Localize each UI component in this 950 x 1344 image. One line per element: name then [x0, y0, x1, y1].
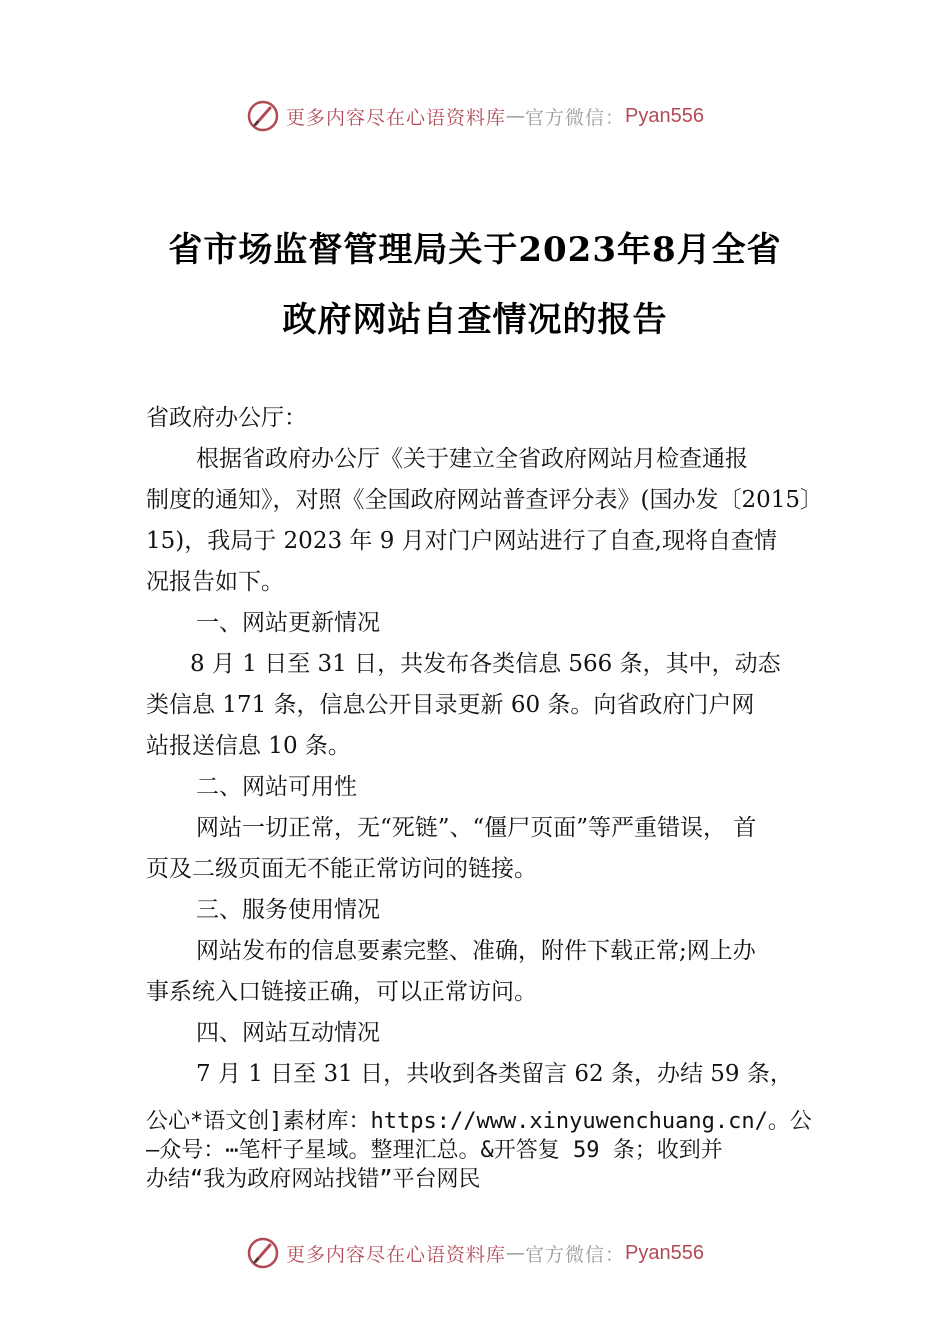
tail-line: 公心*语文创]素材库：https://www.xinyuwenchuang.cn/。公 — [146, 1109, 812, 1134]
document-body — [146, 398, 836, 1095]
paragraph-2-line: 类信息 171 条，信息公开目录更新 60 条。向省政府门户网 — [146, 692, 755, 718]
paragraph-1-line: 况报告如下。 — [146, 569, 284, 595]
section-heading-availability: 二、网站可用性 — [196, 774, 357, 800]
document-tail — [146, 1107, 846, 1194]
document-title-line-2: 政府网站自查情况的报告 — [282, 300, 668, 340]
section-heading-update: 一、网站更新情况 — [196, 610, 380, 636]
banner-separator: — — [506, 1242, 526, 1264]
paragraph-1-line: 根据省政府办公厅《关于建立全省政府网站月检查通报 — [196, 446, 748, 472]
pen-logo-icon — [246, 99, 280, 133]
paragraph-4-line: 事系统入口链接正确，可以正常访问。 — [146, 979, 537, 1005]
banner-wechat-id: Pyan556 — [625, 1241, 704, 1264]
banner-wechat-label: 官方微信： — [525, 106, 626, 129]
pen-logo-icon — [246, 1236, 280, 1270]
paragraph-3-line: 网站一切正常，无“死链”、“僵尸页面”等严重错误， 首 — [196, 815, 757, 841]
document-title-line-1: 省市场监督管理局关于2023年8月全省 — [168, 230, 782, 270]
footer-banner — [0, 1233, 950, 1273]
paragraph-1-line: 制度的通知》，对照《全国政府网站普查评分表》(国办发〔2015〕 — [146, 487, 824, 513]
paragraph-5-line: 7 月 1 日至 31 日，共收到各类留言 62 条，办结 59 条， — [196, 1061, 793, 1087]
banner-library-text: 更多内容尽在心语资料库 — [286, 1243, 507, 1266]
paragraph-2-line: 站报送信息 10 条。 — [146, 733, 351, 759]
header-banner — [0, 96, 950, 136]
paragraph-1-line: 15)，我局于 2023 年 9 月对门户网站进行了自查,现将自查情 — [146, 528, 777, 554]
salutation: 省政府办公厅： — [146, 405, 307, 431]
paragraph-4-line: 网站发布的信息要素完整、准确，附件下载正常;网上办 — [196, 938, 756, 964]
section-heading-interaction: 四、网站互动情况 — [196, 1020, 380, 1046]
section-heading-service: 三、服务使用情况 — [196, 897, 380, 923]
banner-wechat-id: Pyan556 — [625, 104, 704, 127]
paragraph-2-line: 8 月 1 日至 31 日，共发布各类信息 566 条，其中，动态 — [190, 651, 781, 677]
banner-library-text: 更多内容尽在心语资料库 — [286, 106, 507, 129]
paragraph-3-line: 页及二级页面无不能正常访问的链接。 — [146, 856, 537, 882]
tail-line: 办结“我为政府网站找错”平台网民 — [146, 1167, 481, 1192]
tail-line: —众号：⋯笔杆子星域。整理汇总。&开答复 59 条；收到并 — [146, 1138, 723, 1163]
banner-wechat-label: 官方微信： — [525, 1243, 626, 1266]
banner-separator: — — [506, 105, 526, 127]
